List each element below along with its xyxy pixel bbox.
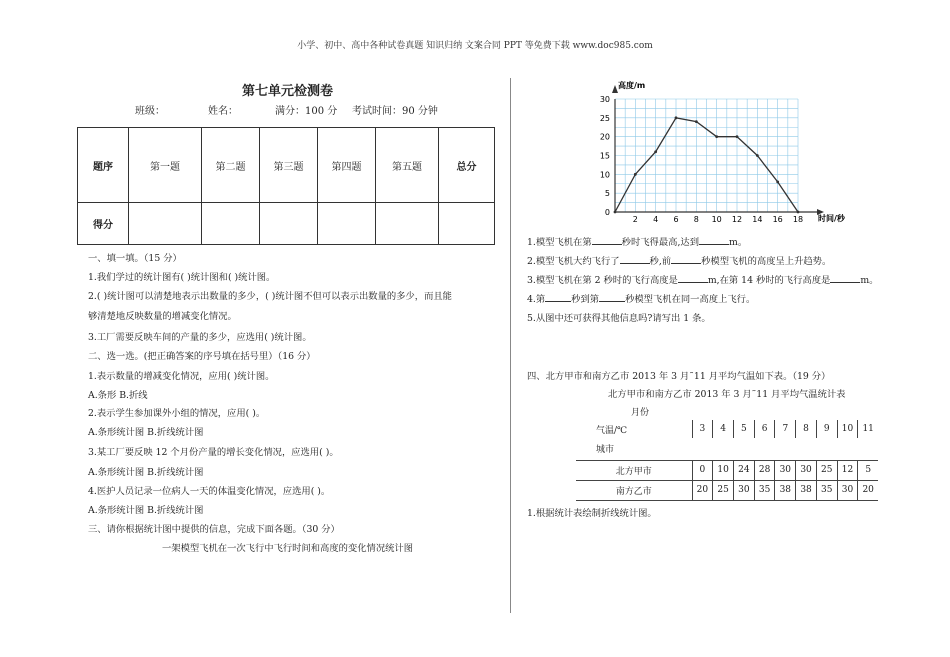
month-cell: 6 [754, 420, 775, 438]
q4-text-c: 秒模型飞机在同一高度上飞行。 [625, 294, 756, 305]
chart-question-3 [527, 272, 878, 286]
data-point [797, 211, 800, 214]
corner-month: 月份 [631, 407, 650, 418]
data-point [736, 135, 739, 138]
temperature-table [576, 402, 878, 501]
data-point [634, 173, 637, 176]
q1-text-a: 1.模型飞机在第 [527, 237, 592, 248]
q2-text-b: 秒,前 [649, 256, 672, 267]
section-1-heading: 一、填一填。（15 分） [88, 253, 182, 264]
score-cell[interactable] [318, 203, 376, 245]
section-2-heading: 二、选一选。(把正确答案的序号填在括号里）（16 分） [88, 351, 316, 362]
q4-text-a: 4.第 [527, 294, 546, 305]
answer-blank[interactable] [678, 282, 708, 283]
question-line: 1.我们学过的统计图有( )统计图和( )统计图。 [88, 272, 276, 283]
value-cell: 30 [775, 460, 796, 480]
corner-temp: 气温/℃ [596, 425, 628, 436]
section-3-heading: 三、请你根据统计图中提供的信息，完成下面各题。（30 分） [88, 524, 340, 535]
value-cell: 10 [713, 460, 734, 480]
x-tick-label: 14 [752, 215, 763, 223]
x-tick-label: 4 [653, 215, 659, 223]
value-cell: 20 [692, 480, 713, 500]
chart-question-1 [527, 234, 747, 248]
y-axis-label: 高度/m [618, 81, 646, 90]
q1-text-b: 秒时飞得最高,达到 [621, 237, 699, 248]
value-cell: 25 [816, 460, 837, 480]
score-header-cell: 第五题 [376, 128, 439, 203]
q2-text-c: 秒模型飞机的高度呈上升趋势。 [701, 256, 832, 267]
month-cell: 3 [692, 420, 713, 438]
name-label: 姓名： [208, 106, 238, 117]
option-line: A.条形统计图 B.折线统计图 [88, 467, 204, 478]
option-line: A.条形统计图 B.折线统计图 [88, 505, 204, 516]
value-cell: 35 [754, 480, 775, 500]
x-tick-label: 10 [711, 215, 722, 223]
month-cell: 10 [837, 420, 858, 438]
answer-blank[interactable] [599, 301, 625, 302]
full-score: 满分：100 分 [275, 106, 338, 117]
score-header-cell: 第二题 [202, 128, 260, 203]
score-header-cell: 第三题 [260, 128, 318, 203]
score-cell[interactable] [376, 203, 439, 245]
chart-caption: 一架模型飞机在一次飞行中飞行时间和高度的变化情况统计图 [162, 543, 414, 554]
value-cell: 5 [858, 460, 878, 480]
q1-text-c: m。 [729, 237, 748, 248]
exam-time: 考试时间：90 分钟 [352, 106, 438, 117]
value-cell: 38 [796, 480, 817, 500]
score-table [77, 127, 495, 245]
chart-question-4 [527, 291, 755, 305]
temperature-table-title: 北方甲市和南方乙市 2013 年 3 月˜11 月平均气温统计表 [608, 389, 846, 400]
page-header: 小学、初中、高中各种试卷真题 知识归纳 文案合同 PPT 等免费下载 www.doc985.com [297, 41, 653, 51]
question-line: 3.某工厂要反映 12 个月份产量的增长变化情况，应选用( )。 [88, 447, 339, 458]
value-cell: 30 [837, 480, 858, 500]
altitude-line-chart [590, 78, 860, 223]
chart-grid [615, 99, 798, 212]
x-axis-label: 时间/秒 [818, 214, 845, 223]
month-cell: 4 [713, 420, 734, 438]
q2-text-a: 2.模型飞机大约飞行了 [527, 256, 620, 267]
answer-blank[interactable] [671, 263, 701, 264]
value-cell: 28 [754, 460, 775, 480]
value-cell: 12 [837, 460, 858, 480]
score-header-cell: 总分 [439, 128, 495, 203]
q3-text-b: m,在第 14 秒时的飞行高度是 [707, 275, 831, 286]
y-tick-label: 15 [599, 151, 610, 161]
question-line: 4.医护人员记录一位病人一天的体温变化情况，应选用( )。 [88, 486, 331, 497]
question-line: 2.表示学生参加课外小组的情况，应用( )。 [88, 408, 266, 419]
month-cell: 9 [816, 420, 837, 438]
table-row [576, 480, 878, 500]
x-tick-label: 8 [693, 215, 699, 223]
chart-question-5: 5.从图中还可获得其他信息吗?请写出 1 条。 [527, 313, 711, 324]
q4-text-b: 秒到第 [571, 294, 600, 305]
y-tick-label: 0 [604, 208, 610, 217]
x-tick-label: 18 [792, 215, 804, 223]
data-point [614, 211, 617, 214]
q3-text-c: m。 [860, 275, 879, 286]
month-cell: 8 [796, 420, 817, 438]
month-cell: 5 [733, 420, 754, 438]
y-tick-label: 10 [599, 170, 610, 180]
value-cell: 24 [733, 460, 754, 480]
answer-blank[interactable] [545, 301, 571, 302]
question-line: 3.工厂需要反映车间的产量的多少，应选用( )统计图。 [88, 332, 312, 343]
answer-blank[interactable] [620, 263, 650, 264]
data-point [715, 135, 718, 138]
x-tick-label: 12 [731, 215, 743, 223]
exam-title: 第七单元检测卷 [241, 84, 333, 99]
x-tick-label: 6 [673, 215, 679, 223]
city-cell: 北方甲市 [576, 460, 692, 480]
y-tick-label: 30 [599, 95, 610, 104]
q3-text-a: 3.模型飞机在第 2 秒时的飞行高度是 [527, 275, 678, 286]
answer-blank[interactable] [830, 282, 860, 283]
x-tick-label: 2 [632, 215, 638, 223]
month-cell: 7 [775, 420, 796, 438]
y-tick-label: 20 [599, 132, 610, 142]
column-divider [510, 78, 511, 613]
question-line: 1.表示数量的增减变化情况，应用( )统计图。 [88, 371, 275, 382]
score-cell[interactable] [129, 203, 202, 245]
data-point [695, 120, 698, 123]
chart-question-2 [527, 253, 831, 267]
y-tick-label: 25 [599, 113, 610, 123]
value-cell: 38 [775, 480, 796, 500]
value-cell: 0 [692, 460, 713, 480]
option-line: A.条形统计图 B.折线统计图 [88, 427, 204, 438]
score-header-cell: 第四题 [318, 128, 376, 203]
data-point [776, 180, 779, 183]
answer-blank[interactable] [699, 244, 729, 245]
data-point [654, 150, 657, 153]
corner-city: 城市 [576, 438, 692, 460]
data-point [675, 116, 678, 119]
x-tick-label: 16 [772, 215, 783, 223]
score-cell[interactable] [260, 203, 318, 245]
table-row [576, 460, 878, 480]
class-label: 班级： [135, 106, 165, 117]
option-line: A.条形 B.折线 [88, 390, 148, 401]
answer-blank[interactable] [592, 244, 622, 245]
score-cell[interactable] [439, 203, 495, 245]
data-point [756, 154, 759, 157]
score-row-label: 得分 [78, 203, 129, 245]
section-4-heading: 四、北方甲市和南方乙市 2013 年 3 月˜11 月平均气温如下表。（19 分） [527, 371, 831, 382]
value-cell: 20 [858, 480, 878, 500]
city-cell: 南方乙市 [576, 480, 692, 500]
table-task: 1.根据统计表绘制折线统计图。 [527, 508, 657, 519]
month-cell: 11 [858, 420, 878, 438]
value-cell: 25 [713, 480, 734, 500]
score-header-cell: 题序 [78, 128, 129, 203]
score-cell[interactable] [202, 203, 260, 245]
y-tick-label: 5 [604, 189, 610, 199]
question-line: 够清楚地反映数量的增减变化情况。 [88, 311, 237, 322]
score-header-cell: 第一题 [129, 128, 202, 203]
value-cell: 30 [796, 460, 817, 480]
question-line: 2.( )统计图可以清楚地表示出数量的多少，( )统计图不但可以表示出数量的多少，而且能 [88, 291, 452, 302]
value-cell: 35 [816, 480, 837, 500]
value-cell: 30 [733, 480, 754, 500]
